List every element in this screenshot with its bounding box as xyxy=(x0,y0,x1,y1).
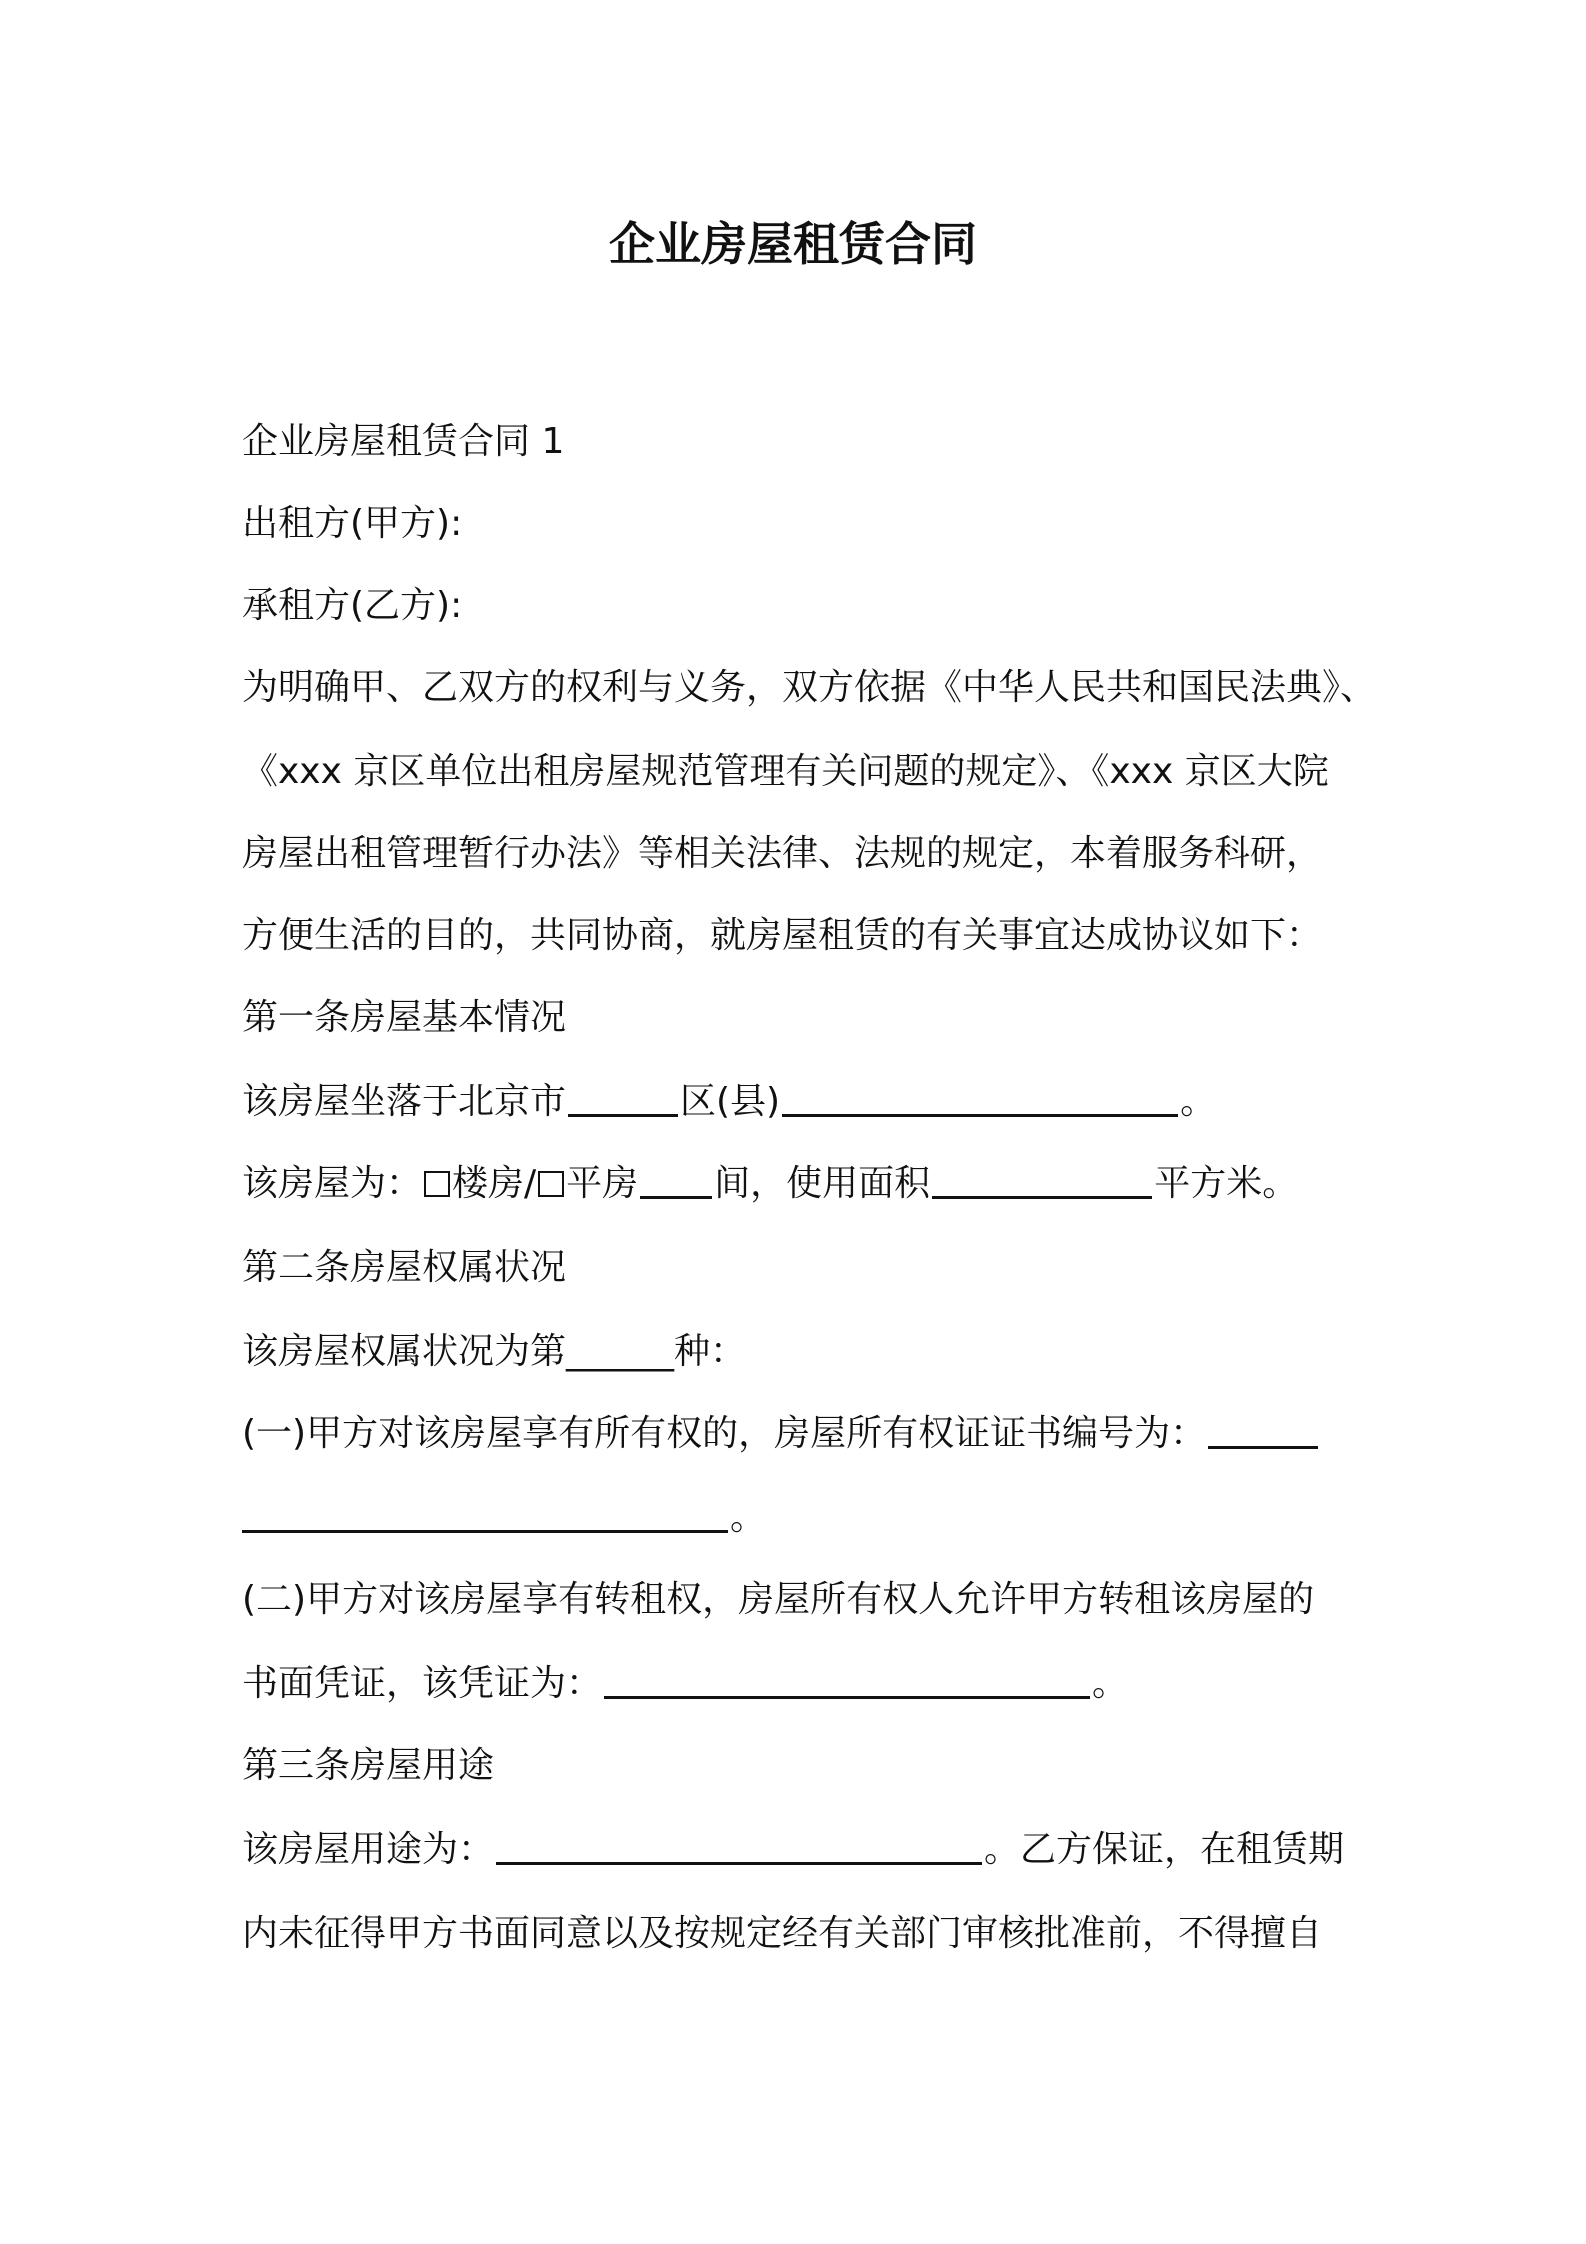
article-2-title: 第二条房屋权属状况 xyxy=(242,1247,567,1288)
document-title: 企业房屋租赁合同 xyxy=(609,217,977,271)
lessee-line: 承租方(乙方): xyxy=(242,585,463,626)
checkbox-icon xyxy=(538,1171,564,1197)
article-1-location-line xyxy=(242,1074,1362,1130)
district-blank xyxy=(568,1084,678,1117)
usage-text: 该房屋用途为： xyxy=(242,1829,495,1870)
article-2-sublease-line: (二)甲方对该房屋享有转租权，房屋所有权人允许甲方转租该房屋的 xyxy=(242,1579,1315,1620)
location-end: 。 xyxy=(1180,1081,1217,1122)
article-1-type-line xyxy=(242,1156,1362,1212)
area-text: 间，使用面积 xyxy=(714,1163,931,1204)
article-3-title: 第三条房屋用途 xyxy=(242,1745,495,1786)
article-2-type-line: 该房屋权属状况为第______种： xyxy=(242,1331,747,1372)
certificate-blank xyxy=(242,1500,728,1533)
usage-blank xyxy=(496,1832,982,1865)
intro-line-1: 为明确甲、乙双方的权利与义务，双方依据《中华人民共和国民法典》、 xyxy=(242,667,1377,708)
district-label: 区(县) xyxy=(680,1081,781,1122)
article-2-voucher-line xyxy=(242,1656,1362,1712)
bungalow-label: 平房 xyxy=(566,1163,639,1204)
ownership-text: (一)甲方对该房屋享有所有权的，房屋所有权证证书编号为： xyxy=(242,1413,1207,1454)
article-2-ownership-continued xyxy=(242,1490,1362,1546)
checkbox-icon xyxy=(424,1171,450,1197)
article-2-ownership-line xyxy=(242,1406,1362,1462)
intro-line-3: 房屋出租管理暂行办法》等相关法律、法规的规定，本着服务科研， xyxy=(242,833,1323,874)
rooms-blank xyxy=(640,1166,712,1199)
certificate-end: 。 xyxy=(730,1497,767,1538)
area-unit: 平方米。 xyxy=(1154,1163,1299,1204)
voucher-text: 书面凭证，该凭证为： xyxy=(242,1663,603,1704)
certificate-blank-start xyxy=(1208,1416,1318,1449)
voucher-blank xyxy=(604,1666,1090,1699)
usage-guarantee: 。乙方保证，在租赁期 xyxy=(984,1829,1345,1870)
lessor-line: 出租方(甲方): xyxy=(242,503,463,544)
location-text: 该房屋坐落于北京市 xyxy=(242,1081,567,1122)
article-3-continued-line: 内未征得甲方书面同意以及按规定经有关部门审核批准前，不得擅自 xyxy=(242,1913,1323,1954)
type-text: 该房屋为： xyxy=(242,1163,423,1204)
area-blank xyxy=(932,1166,1152,1199)
intro-line-2: 《xxx 京区单位出租房屋规范管理有关问题的规定》、《xxx 京区大院 xyxy=(242,751,1329,792)
building-label: 楼房/ xyxy=(452,1163,537,1204)
contract-heading: 企业房屋租赁合同 1 xyxy=(242,421,565,462)
article-1-title: 第一条房屋基本情况 xyxy=(242,997,567,1038)
intro-line-4: 方便生活的目的，共同协商，就房屋租赁的有关事宜达成协议如下： xyxy=(242,915,1323,956)
article-3-usage-line xyxy=(242,1822,1362,1878)
voucher-end: 。 xyxy=(1092,1663,1129,1704)
address-blank xyxy=(782,1084,1178,1117)
